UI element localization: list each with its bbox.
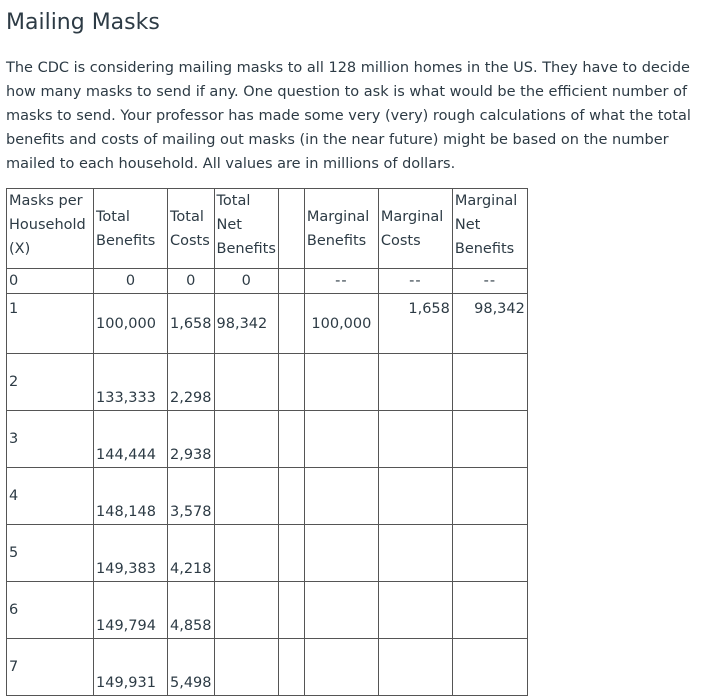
cell-x: 5 <box>7 525 94 582</box>
cell-marginal-costs <box>378 354 452 411</box>
cell-spacer <box>278 411 304 468</box>
cell-marginal-costs <box>378 582 452 639</box>
cell-marginal-costs <box>378 639 452 696</box>
intro-paragraph: The CDC is considering mailing masks to all 128 million homes in the US. They have to decide how many masks to send if any. One question to ask is what would be the efficient number of masks to send. Your professor has made some very (very) rough calculations of what the total benefits and costs of mailing out masks (in the near future) might be based on the number mailed to each household. All values are in millions of dollars. <box>6 60 691 172</box>
cell-spacer <box>278 468 304 525</box>
cell-total-costs: 3,578 <box>168 468 215 525</box>
cell-total-net-benefits <box>214 411 278 468</box>
cell-marginal-net-benefits <box>452 411 527 468</box>
cell-x: 2 <box>7 354 94 411</box>
header-marginal-costs: Marginal Costs <box>378 189 452 269</box>
cell-total-costs: 1,658 <box>168 294 215 354</box>
cell-x: 7 <box>7 639 94 696</box>
cell-marginal-benefits <box>304 525 378 582</box>
header-masks: Masks per Household (X) <box>7 189 94 269</box>
header-row <box>7 189 528 269</box>
table-row <box>7 354 528 411</box>
cell-total-benefits: 144,444 <box>94 411 168 468</box>
cell-marginal-benefits: -- <box>304 269 378 294</box>
cell-x: 4 <box>7 468 94 525</box>
cell-total-net-benefits <box>214 525 278 582</box>
cell-total-net-benefits: 0 <box>214 269 278 294</box>
cell-total-benefits: 149,794 <box>94 582 168 639</box>
header-marginal-benefits: Marginal Benefits <box>304 189 378 269</box>
cell-marginal-costs <box>378 468 452 525</box>
cell-marginal-net-benefits <box>452 582 527 639</box>
cell-spacer <box>278 582 304 639</box>
cell-total-net-benefits <box>214 354 278 411</box>
cell-marginal-benefits <box>304 354 378 411</box>
cell-x: 6 <box>7 582 94 639</box>
cell-spacer <box>278 354 304 411</box>
table-row <box>7 582 528 639</box>
header-total-costs: Total Costs <box>168 189 215 269</box>
cell-marginal-benefits <box>304 639 378 696</box>
cell-total-benefits: 149,931 <box>94 639 168 696</box>
cell-marginal-net-benefits <box>452 354 527 411</box>
table-row <box>7 639 528 696</box>
cell-total-net-benefits <box>214 468 278 525</box>
cell-total-costs: 5,498 <box>168 639 215 696</box>
cell-total-benefits: 133,333 <box>94 354 168 411</box>
table-row <box>7 525 528 582</box>
cell-total-benefits: 148,148 <box>94 468 168 525</box>
cell-x: 1 <box>7 294 94 354</box>
masks-table <box>6 188 528 696</box>
cell-marginal-net-benefits: -- <box>452 269 527 294</box>
cell-x: 0 <box>7 269 94 294</box>
header-spacer <box>278 189 304 269</box>
cell-spacer <box>278 525 304 582</box>
cell-total-net-benefits <box>214 639 278 696</box>
cell-spacer <box>278 294 304 354</box>
cell-marginal-costs: -- <box>378 269 452 294</box>
header-marginal-net-benefits: Marginal Net Benefits <box>452 189 527 269</box>
cell-total-benefits: 0 <box>94 269 168 294</box>
cell-x: 3 <box>7 411 94 468</box>
table-row <box>7 468 528 525</box>
cell-marginal-costs <box>378 525 452 582</box>
cell-marginal-net-benefits <box>452 639 527 696</box>
cell-spacer <box>278 269 304 294</box>
table-row <box>7 269 528 294</box>
cell-marginal-benefits <box>304 468 378 525</box>
cell-marginal-costs: 1,658 <box>378 294 452 354</box>
cell-marginal-net-benefits: 98,342 <box>452 294 527 354</box>
header-total-benefits: Total Benefits <box>94 189 168 269</box>
cell-marginal-costs <box>378 411 452 468</box>
cell-total-costs: 2,298 <box>168 354 215 411</box>
header-total-net-benefits: Total Net Benefits <box>214 189 278 269</box>
cell-total-costs: 4,858 <box>168 582 215 639</box>
cell-total-benefits: 149,383 <box>94 525 168 582</box>
cell-marginal-benefits <box>304 411 378 468</box>
cell-total-costs: 0 <box>168 269 215 294</box>
cell-marginal-benefits: 100,000 <box>304 294 378 354</box>
cell-spacer <box>278 639 304 696</box>
cell-total-costs: 2,938 <box>168 411 215 468</box>
table-row <box>7 294 528 354</box>
cell-total-costs: 4,218 <box>168 525 215 582</box>
cell-total-net-benefits: 98,342 <box>214 294 278 354</box>
cell-total-benefits: 100,000 <box>94 294 168 354</box>
cell-marginal-net-benefits <box>452 525 527 582</box>
page-title: Mailing Masks <box>6 10 160 35</box>
cell-marginal-benefits <box>304 582 378 639</box>
cell-total-net-benefits <box>214 582 278 639</box>
cell-marginal-net-benefits <box>452 468 527 525</box>
table-row <box>7 411 528 468</box>
